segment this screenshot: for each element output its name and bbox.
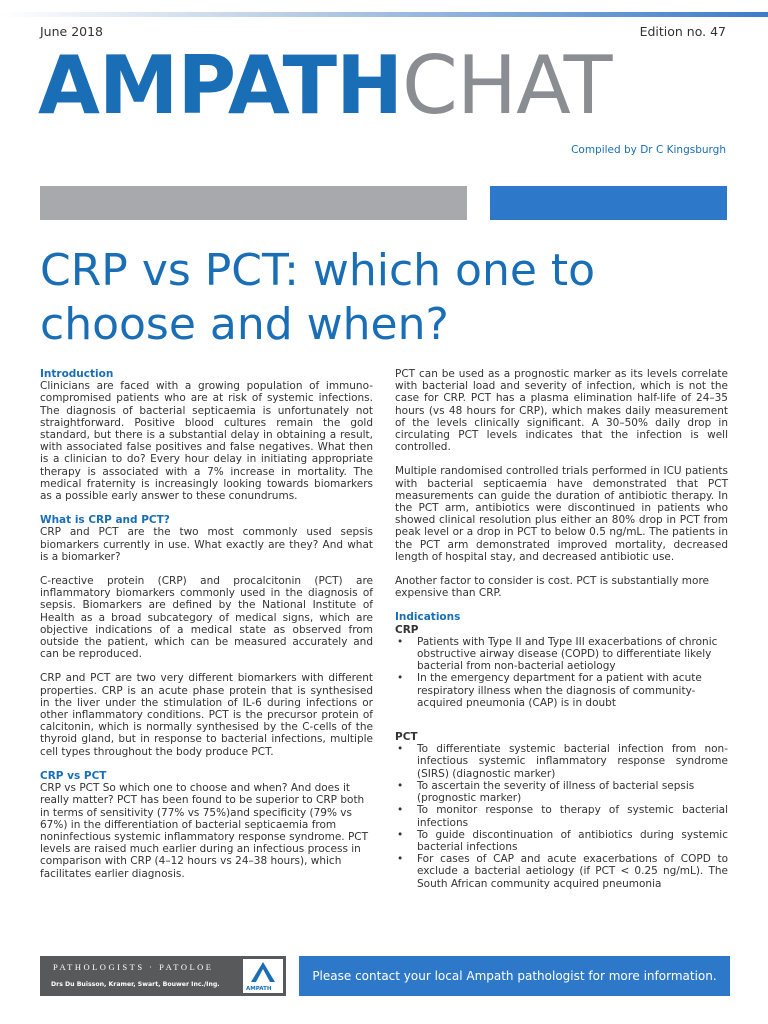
- left-column: [40, 368, 373, 892]
- indications-heading: Indications: [395, 611, 461, 624]
- logo-pathologists-text: PATHOLOGISTS · PATOLOE: [53, 962, 214, 972]
- what-paragraph-3: CRP and PCT are two very different biomarkers with different properties. CRP is an acute phase protein that is synthesised in the liver under the stimulation of IL-6 during infections or other inflammatory conditions. PCT is the precursor protein of calcitonin, which is normally synthesised by the C-cells of the thyroid gland, but in response to bacterial infections, multiple cell types throughout the body produce PCT.: [40, 672, 373, 758]
- masthead-chat: CHAT: [402, 39, 612, 132]
- bullet-icon: •: [397, 804, 404, 817]
- crp-indications-list: [395, 636, 728, 709]
- article-headline: CRP vs PCT: which one to choose and when?: [40, 245, 596, 350]
- bullet-icon: •: [397, 828, 404, 841]
- ampath-emblem: [243, 959, 283, 993]
- crp-vs-pct-heading: CRP vs PCT: [40, 769, 107, 782]
- what-heading: What is CRP and PCT?: [40, 514, 170, 527]
- list-item: • To differentiate systemic bacterial infection from non-infectious systemic inflammatory response syndrome (SIRS) (diagnostic marker): [397, 743, 728, 780]
- masthead: [38, 36, 611, 136]
- blue-banner-bar: [490, 186, 727, 220]
- bullet-icon: •: [397, 635, 404, 648]
- list-item: • To guide discontinuation of antibiotics during systemic bacterial infections: [397, 828, 728, 853]
- list-item: • To monitor response to therapy of systemic bacterial infections: [397, 804, 728, 829]
- ampath-a-icon: [249, 961, 277, 983]
- crp-vs-pct-paragraph: CRP vs PCT So which one to choose and when? And does it really matter? PCT has been found to be superior to CRP both in terms of sensitivity (77% vs 75%)and specificity (79% vs 67%) in the differentiation of bacterial septicaemia from noninfectious systemic inflammatory response syndrome. PCT levels are raised much earlier during an infectious process in comparison with CRP (4–12 hours vs 24–38 hours), which facilitates earlier diagnosis.: [40, 782, 369, 880]
- list-item: • Patients with Type II and Type III exacerbations of chronic obstructive airway disease (COPD) to differentiate likely bacterial from non-bacterial aetiology: [397, 635, 718, 673]
- pathologists-logo: [40, 956, 286, 996]
- logo-doctors-text: Drs Du Buisson, Kramer, Swart, Bouwer Inc./Ing.: [51, 981, 220, 988]
- trials-paragraph: Multiple randomised controlled trials performed in ICU patients with bacterial septicaemia have demonstrated that PCT measurements can guide the duration of antibiotic therapy. In the PCT arm, antibiotics were discontinued in patients who showed clinical resolution plus either an 80% drop in PCT from peak level or a drop in PCT to below 0.5 ng/mL. The patients in the PCT arm demonstrated improved mortality, decreased length of hospital stay, and decreased antibiotic use.: [395, 465, 728, 563]
- contact-banner: Please contact your local Ampath pathologist for more information.: [299, 956, 730, 996]
- list-item: • To ascertain the severity of illness of bacterial sepsis (prognostic marker): [397, 779, 695, 805]
- bullet-icon: •: [397, 743, 404, 756]
- bullet-icon: •: [397, 672, 404, 685]
- prognostic-paragraph: PCT can be used as a prognostic marker as its levels correlate with bacterial load and severity of infection, which is not the case for CRP. PCT has a plasma elimination half-life of 24–35 hours (vs 48 hours for CRP), which makes daily measurement of the levels clinically significant. A 30–50% daily drop in circulating PCT levels indicates that the infection is well controlled.: [395, 368, 728, 454]
- list-item: • For cases of CAP and acute exacerbations of COPD to exclude a bacterial aetiology (if PCT < 0.25 ng/mL). The South African community acquired pneumonia: [397, 853, 728, 890]
- issue-date: June 2018: [40, 24, 104, 39]
- emblem-brand-text: AMPATH: [246, 986, 272, 992]
- what-paragraph-1: CRP and PCT are the two most commonly used sepsis biomarkers currently in use. What exactly are they? And what is a biomarker?: [40, 526, 373, 563]
- intro-paragraph: Clinicians are faced with a growing population of immuno-compromised patients who are at risk of systemic infections. The diagnosis of bacterial septicaemia is unfortunately not straightforward. Positive blood cultures remain the gold standard, but there is a substantial delay in obtaining a result, with associated false positives and false negatives. What then is a clinician to do? Every hour delay in initiating appropriate therapy is associated with a 7% increase in mortality. The medical fraternity is increasingly looking towards biomarkers as a possible early answer to these conundrums.: [40, 380, 373, 503]
- masthead-ampath: AMPATH: [38, 39, 403, 132]
- compiled-by: Compiled by Dr C Kingsburgh: [571, 144, 726, 156]
- top-gradient-bar: [0, 12, 768, 17]
- intro-heading: Introduction: [40, 368, 114, 380]
- bullet-icon: •: [397, 853, 404, 866]
- bullet-icon: •: [397, 779, 404, 792]
- list-item: • In the emergency department for a patient with acute respiratory illness when the diagnosis of community-acquired pneumonia (CAP) is in doubt: [397, 672, 702, 709]
- right-column: [395, 368, 728, 902]
- pct-indications-list: [395, 743, 728, 889]
- what-paragraph-2: C-reactive protein (CRP) and procalcitonin (PCT) are inflammatory biomarkers commonly used in the diagnosis of sepsis. Biomarkers are defined by the National Institute of Health as a broad subcategory of medical signs, which are objective indications of a medical state as observed from outside the patient, which can be measured accurately and can be reproduced.: [40, 575, 373, 661]
- crp-subheading: CRP: [395, 623, 419, 636]
- pct-subheading: PCT: [395, 731, 418, 744]
- grey-banner-bar: [40, 186, 467, 220]
- edition-number: Edition no. 47: [639, 24, 726, 39]
- cost-paragraph: Another factor to consider is cost. PCT is substantially more expensive than CRP.: [395, 575, 709, 600]
